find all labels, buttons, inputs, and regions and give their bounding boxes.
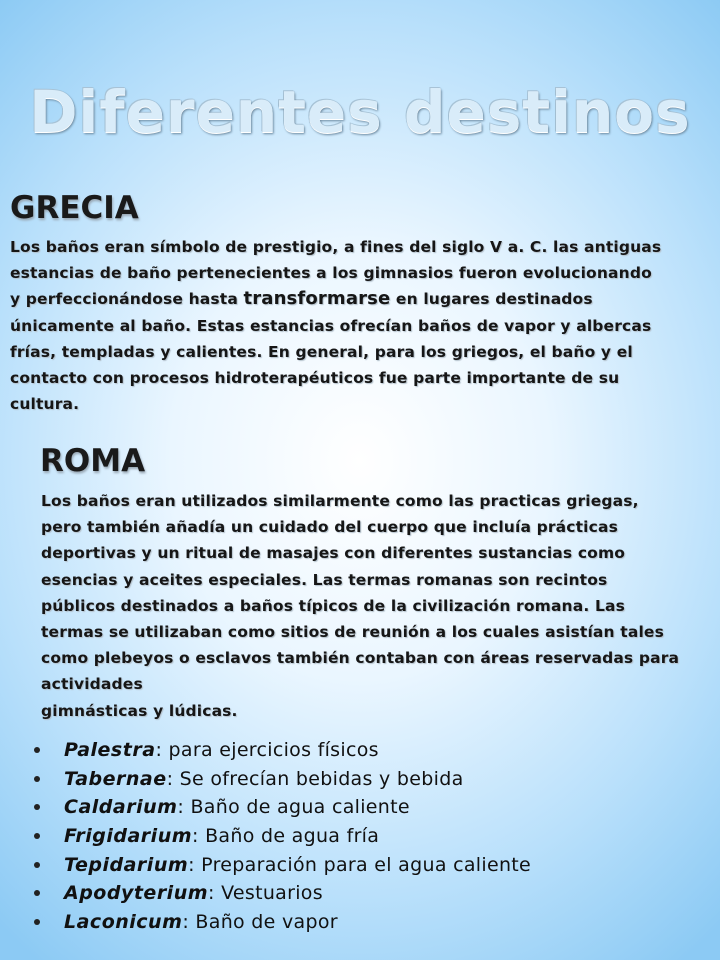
list-item-desc: : Preparación para el agua caliente <box>188 853 532 876</box>
roma-line-7: como plebeyos o esclavos también contaban con áreas reservadas para <box>41 649 680 668</box>
list-item-term: Frigidarium <box>64 825 193 848</box>
grecia-line-2: estancias de baño pertenecientes a los gimnasios fueron evolucionando <box>10 264 652 283</box>
roma-paragraph <box>41 488 679 724</box>
bullet-dot-icon <box>34 804 40 810</box>
grecia-line-3-start: y perfeccionándose hasta <box>10 290 244 309</box>
grecia-line-1: Los baños eran símbolo de prestigio, a fines del siglo V a. C. las antiguas <box>10 238 662 256</box>
list-item-desc: : Baño de agua caliente <box>177 796 410 819</box>
list-item <box>34 908 531 937</box>
list-item <box>34 793 531 822</box>
grecia-line-4: únicamente al baño. Estas estancias ofrecían baños de vapor y albercas <box>10 316 652 335</box>
list-item-desc: : Baño de agua fría <box>192 825 380 848</box>
list-item <box>34 765 531 794</box>
roma-line-3: deportivas y un ritual de masajes con diferentes sustancias como <box>41 544 626 563</box>
list-item-term: Apodyterium <box>64 882 209 905</box>
roma-line-8: actividades <box>41 675 143 694</box>
roma-line-2: pero también añadía un cuidado del cuerpo que incluía prácticas <box>41 518 618 537</box>
list-item-desc: : Vestuarios <box>208 882 323 905</box>
heading-grecia: GRECIA <box>10 190 139 226</box>
roma-line-5: públicos destinados a baños típicos de la civilización romana. Las <box>41 596 625 615</box>
grecia-paragraph <box>10 234 661 417</box>
slide-title: Diferentes destinos <box>29 78 691 146</box>
grecia-line-5: frías, templadas y calientes. En general, para los griegos, el baño y el <box>10 342 633 361</box>
roma-line-6: termas se utilizaban como sitios de reunión a los cuales asistían tales <box>41 623 664 642</box>
list-item <box>34 879 531 908</box>
list-item <box>34 736 531 765</box>
roma-line-4: esencias y aceites especiales. Las termas romanas son recintos <box>41 570 608 589</box>
grecia-line-3 <box>10 286 661 312</box>
list-item <box>34 851 531 880</box>
list-item-desc: : Se ofrecían bebidas y bebida <box>166 767 464 790</box>
grecia-emphasis-word: transformarse <box>243 288 391 310</box>
roma-line-1: Los baños eran utilizados similarmente como las practicas griegas, <box>41 492 639 510</box>
list-item-desc: : Baño de vapor <box>182 911 338 934</box>
bullet-dot-icon <box>34 776 40 782</box>
heading-roma: ROMA <box>40 443 146 479</box>
list-item-term: Caldarium <box>64 796 178 819</box>
roma-line-9: gimnásticas y lúdicas. <box>41 701 238 720</box>
bath-rooms-list <box>34 736 531 937</box>
list-item-term: Tepidarium <box>64 853 189 876</box>
bullet-dot-icon <box>34 919 40 925</box>
bullet-dot-icon <box>34 890 40 896</box>
list-item-term: Palestra <box>64 739 156 761</box>
list-item-term: Laconicum <box>64 911 183 934</box>
bullet-dot-icon <box>34 833 40 839</box>
grecia-line-7: cultura. <box>10 395 80 414</box>
list-item-desc: : para ejercicios físicos <box>155 739 379 761</box>
bullet-dot-icon <box>34 747 40 753</box>
list-item <box>34 822 531 851</box>
grecia-line-6: contacto con procesos hidroterapéuticos fue parte importante de su <box>10 369 620 388</box>
bullet-dot-icon <box>34 862 40 868</box>
grecia-line-3-tail: en lugares destinados <box>390 290 593 309</box>
list-item-term: Tabernae <box>64 767 167 790</box>
